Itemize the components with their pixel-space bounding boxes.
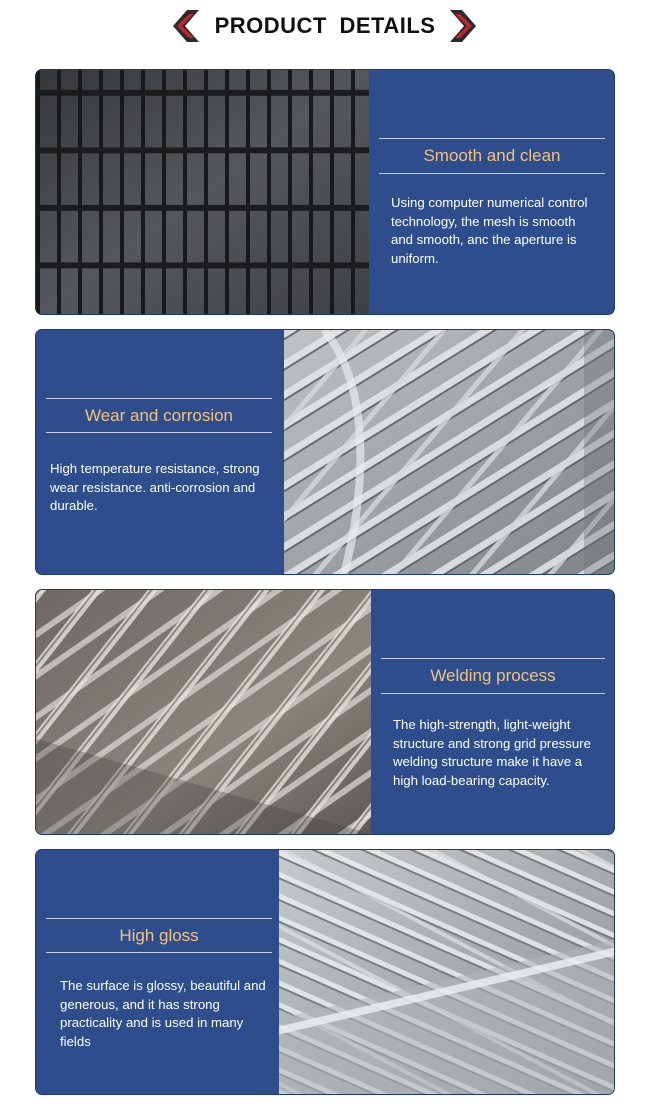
divider-top — [379, 138, 605, 139]
divider-top — [381, 658, 605, 659]
feature-card-welding — [35, 589, 615, 835]
divider-top — [46, 398, 272, 399]
dark-steel-grating-photo — [36, 70, 369, 314]
feature-title: Smooth and clean — [423, 146, 561, 165]
galvanized-grating-closeup-photo — [284, 330, 615, 574]
feature-card-smooth — [35, 69, 615, 315]
feature-title: High gloss — [119, 926, 199, 945]
chevron-right-icon — [450, 10, 476, 42]
feature-description: The high-strength, light-weight structure and strong grid pressure welding structure make it have a high load-bearing capacity. — [393, 717, 591, 788]
feature-description: Using computer numerical control technology, the mesh is smooth and smooth, anc the aperture is uniform. — [391, 195, 588, 266]
feature-description: High temperature resistance, strong wear resistance. anti-corrosion and durable. — [50, 461, 260, 513]
divider-top — [46, 918, 272, 919]
feature-text-wear — [36, 330, 284, 574]
feature-description: The surface is glossy, beautiful and generous, and it has strong practicality and is used in many fields — [60, 978, 266, 1049]
divider-bottom — [46, 952, 272, 953]
feature-card-wear — [35, 329, 615, 575]
feature-text-welding — [371, 590, 615, 834]
divider-bottom — [46, 432, 272, 433]
feature-title: Wear and corrosion — [84, 406, 234, 425]
feature-text-gloss — [36, 850, 279, 1094]
page-title: PRODUCT DETAILS — [214, 13, 436, 38]
page-header — [0, 0, 650, 55]
welded-twisted-bar-grating-photo — [36, 590, 371, 834]
serrated-galvanized-grating-photo — [279, 850, 615, 1094]
feature-text-smooth — [369, 70, 615, 314]
feature-title: Welding process — [430, 666, 556, 685]
feature-card-gloss — [35, 849, 615, 1095]
divider-bottom — [381, 693, 605, 694]
divider-bottom — [379, 173, 605, 174]
